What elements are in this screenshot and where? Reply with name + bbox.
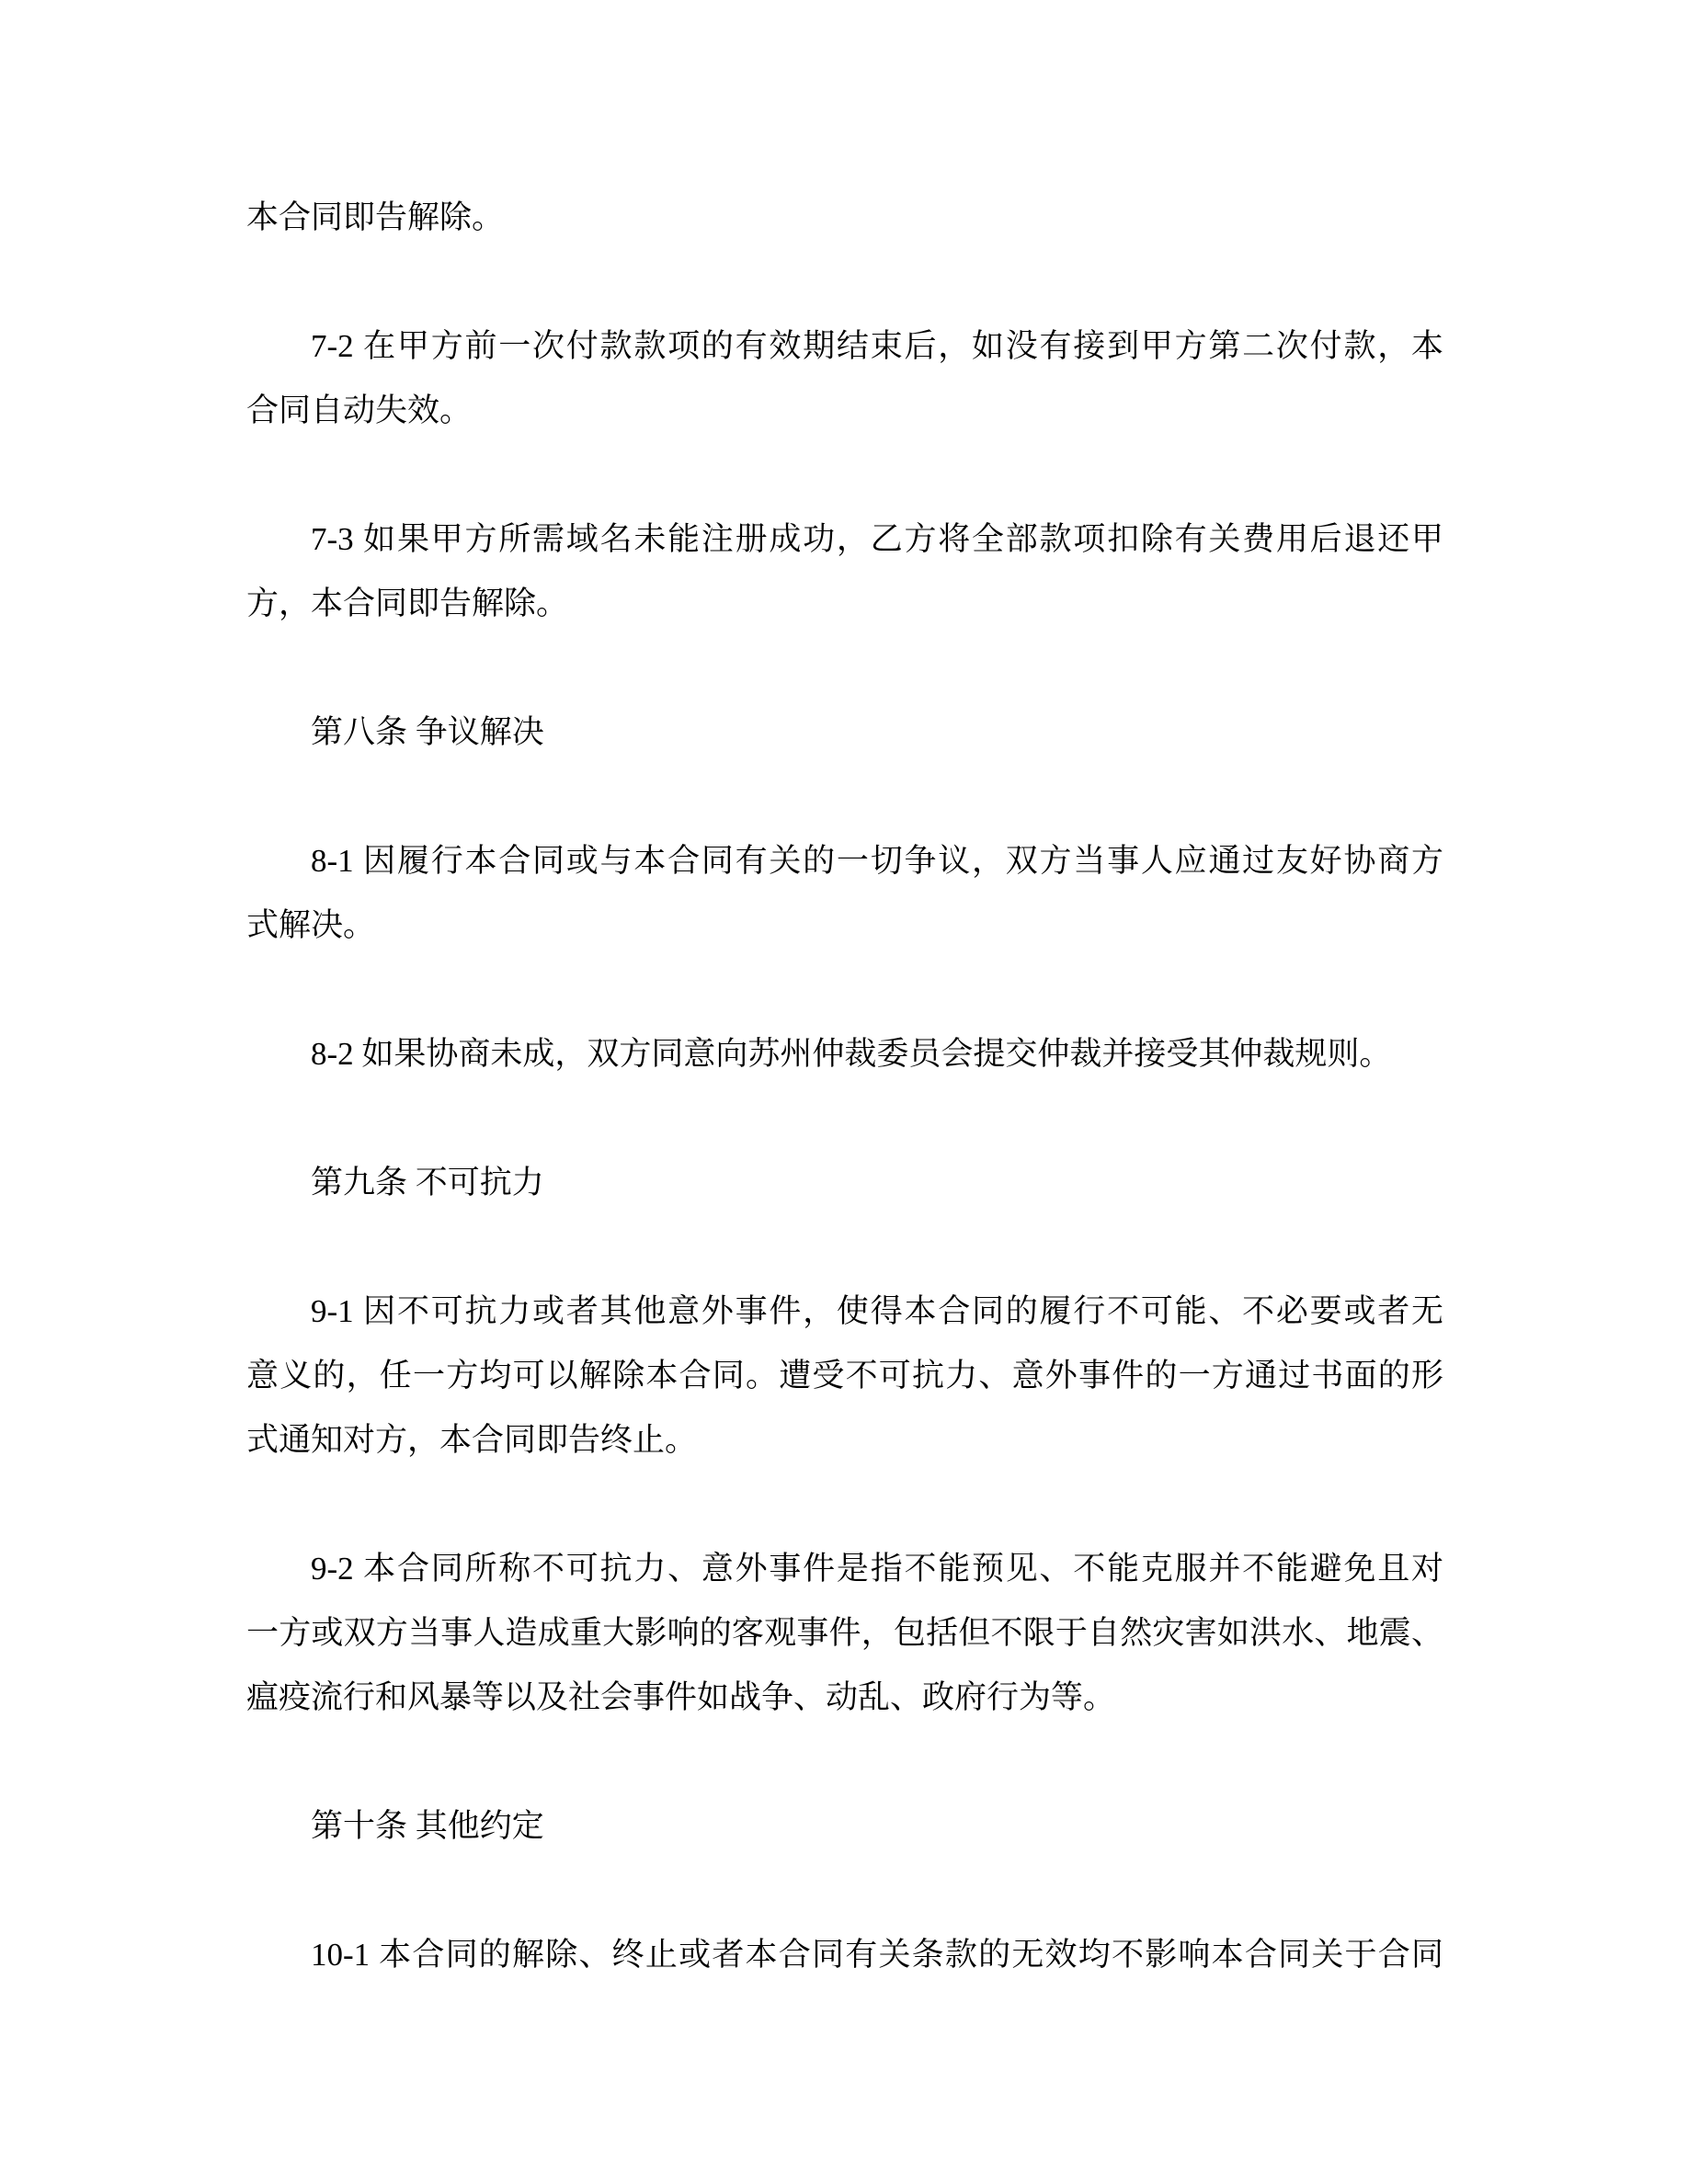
clause-8-1 xyxy=(246,829,1443,958)
contract-text-block xyxy=(246,186,1443,1987)
text-line: 式解决。 xyxy=(246,907,376,943)
text-line: 合同自动失效。 xyxy=(246,392,473,428)
clause-7-3 xyxy=(246,507,1443,636)
text-line: 意义的，任一方均可以解除本合同。遭受不可抗力、意外事件的一方通过书面的形 xyxy=(246,1358,1443,1393)
article-10-heading xyxy=(246,1794,1443,1859)
text-line: 9-1 因不可抗力或者其他意外事件，使得本合同的履行不可能、不必要或者无 xyxy=(311,1293,1443,1329)
clause-8-2 xyxy=(246,1022,1443,1086)
text-line: 一方或双方当事人造成重大影响的客观事件，包括但不限于自然灾害如洪水、地震、 xyxy=(246,1615,1443,1651)
clause-10-1 xyxy=(246,1923,1443,1987)
text-line: 方，本合同即告解除。 xyxy=(246,586,569,621)
text-line: 10-1 本合同的解除、终止或者本合同有关条款的无效均不影响本合同关于合同 xyxy=(311,1937,1443,1973)
text-line: 8-1 因履行本合同或与本合同有关的一切争议，双方当事人应通过友好协商方 xyxy=(311,843,1443,879)
article-9-heading xyxy=(246,1151,1443,1215)
clause-9-1 xyxy=(246,1280,1443,1473)
paragraph-7-1-continuation xyxy=(246,186,1443,250)
heading-line: 第八条 争议解决 xyxy=(311,714,544,750)
clause-9-2 xyxy=(246,1537,1443,1730)
heading-line: 第九条 不可抗力 xyxy=(311,1165,544,1200)
text-line: 瘟疫流行和风暴等以及社会事件如战争、动乱、政府行为等。 xyxy=(246,1679,1116,1715)
text-line: 8-2 如果协商未成，双方同意向苏州仲裁委员会提交仲裁并接受其仲裁规则。 xyxy=(311,1036,1392,1072)
text-line: 本合同即告解除。 xyxy=(246,199,505,235)
text-line: 式通知对方，本合同即告终止。 xyxy=(246,1422,698,1458)
heading-line: 第十条 其他约定 xyxy=(311,1808,544,1844)
text-line: 9-2 本合同所称不可抗力、意外事件是指不能预见、不能克服并不能避免且对 xyxy=(311,1551,1443,1587)
article-8-heading xyxy=(246,700,1443,765)
clause-7-2 xyxy=(246,314,1443,443)
text-line: 7-3 如果甲方所需域名未能注册成功，乙方将全部款项扣除有关费用后退还甲 xyxy=(311,521,1443,557)
text-line: 7-2 在甲方前一次付款款项的有效期结束后，如没有接到甲方第二次付款，本 xyxy=(311,328,1443,364)
